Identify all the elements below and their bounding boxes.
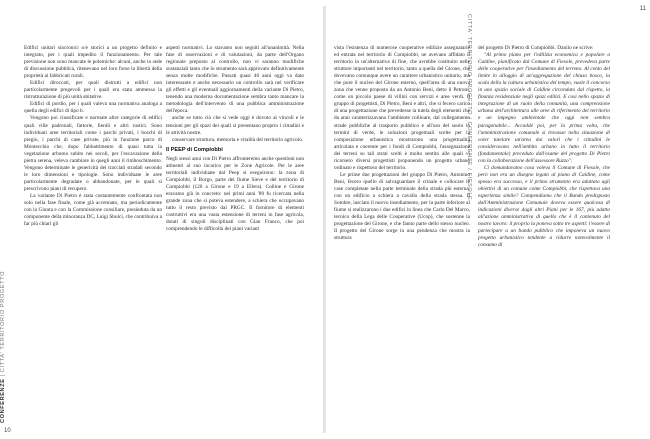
left-margin (0, 0, 14, 439)
section-heading: Il PEEP di Compiobbi (166, 146, 223, 153)
paragraph: La variante Di Pietro è stata costantemente confrontata non solo nella fase finale, come già accennato, ma periodicamente con la Giunta e con la Commissione consiliare, presieduta da un componente della minoranza DC, Luigi Sbolci, che contribuiva a far più chiari gli (24, 192, 162, 228)
running-head-bold: CONFERENZE (0, 378, 6, 423)
right-page-number: 11 (639, 6, 646, 12)
paragraph: Ci domandavamo cosa voleva il Comune di Fiesole, che però non era un disegno legato al piano di Caldine, come spesso era successo, e il primo strumento era adattato agli obiettivi di un comune come Compiobbi, che rispettava una esperienza simile? Compendiamo che il Bando predisposto dall'Amministrazione Comunale doveva essere qualcosa di indicazioni diverse dagli altri Piani per le 167, più adatto all'azione amministrativa di quello che è il contenuto del nostro lavoro: il proprio la poneva sotto tre aspetti: l'essere di partecipare a un bando pubblico che imponeva un nuovo progetto urbanistico tendente a ridurre notevolmente il consumo di (478, 164, 610, 249)
quote-paragraph: "Al primo piano per l'edilizia economica e popolare a Caldine, pianificato dal Comune di Fiesole, prevedeva parte delle cooperative per l'insediamento del terreno. Al cento del limite in alloggio di un'aggregazione del chiuso bosco, la scala della la cultura urbanistica del tempo, vuole il concorso in uno spazio sociale di Caldine circondato dal rispetto, la finanza residenziale negli spazi edilizi. E così nello spazio di integrazione di un ruolo della comunità, una comprensione urbana dell'architettura alle aree di riferimento del territorio e un impegno ambientale che oggi non sembra paragonabile... Accaddé poi, per la prima volta, che l'amministrazione comunale si trovasse nella situazione di voler tutelare un'area dai valori che i cittadini le consideravano nell'ambito urbano in tutto il territorio (fondamentale) preceduto dall'esame del progetto Di Pietro con la collaborazione dell'assessore Ruzzo". (478, 52, 610, 164)
text-column-1 (24, 45, 162, 228)
text-column-2 (166, 45, 304, 233)
right-running-head: CITTA' TERRITORIO PROGETTO / CONFERENZE / FIESOLE (465, 14, 472, 201)
paragraph: aspetti normativi. Lo stavamo non seguiti all'unanimità. Nella fase di osservazioni e di valutazioni, da parte dell'Organo regionale preposto al controllo, non vi saranno modifiche sostanziali tanto che lo strumento sarà approvato definitivamente senza molte modifiche. Passati quasi 40 anni oggi va dato interessante e anche necessario un controllo sarà nel verificare gli effetti e gli eventuali aggiornamenti della variante Di Pietro, tenendo una moderna documentazione sembra tanto mancare la metodologia dell'intervento di una pubblica amministrazione dell'epoca. (166, 45, 304, 115)
page-gutter (323, 6, 326, 433)
paragraph: Negli stessi anni con Di Pietro affronteremo anche questioni non attinenti al suo incarico per le Zone Agricole. Per le aree territoriali individuate dal Peep si eseguirono: la zona di Compiobbi, il Borgo, parte del fiume Sieve e del territorio di Compiobbi (120 a Girone e 19 a Ellera). Colline e Girone eravamo già in concreto: nei primi anni '80 fu ricercata nella grande zona che si poteva estendere, a schiera che occupavano tutto il resto previsto dal PRGC. Il fornitore di elementi costruttivi era una vasta estensione di terreni in fase agricola, dotati di singoli disciplinati con Gian Franco, che poi comprendendo le difficoltà dei piani variant (166, 155, 304, 233)
paragraph: anche se tutto ciò che si vede oggi è dovuto ai vincoli e le tensioni per gli spazi dei quali si presentano proprio i cittadini e le attività nostre. (166, 115, 304, 136)
paragraph: del progetto Di Pietro di Compiobbi. Danilo ne scrive: (478, 45, 594, 51)
paragraph: vista l'esistenza di numerose cooperative edilizie assegnatarie ed entrata nel territorio di Compiobbi, ne avevano affidato il territorio in un'alternativa di fine, che avrebbe costituito nelle strutture importanti nel territorio, tanto a quella del Girone, che dovevano comunque avere un carattere urbanistico unitario, ma che pure il nucleo del Girone esterno, quell'area di una nuova zona che venne proposta da un Antonio Beni, detto il Petroni, come un piccolo paese di villini con servizi e aree verdi. Il gruppo di progettisti, Di Pietro, Beni e altri, che si fecero carico di una progettazione che prevedesse la tutela degli elementi che da anni caratterizzavano l'ambiente collinare, dal collegamento strade pubbliche al trasporto pubblico e all'uso del suolo in termini di verde, le soluzioni progettuali scelte per la composizione urbanistica mostrarono una progettualità articolata e coerente per i fondi di Compiobbi, l'assegnazione dei terreni su tali strati scelti è molto sentito alle quali vi ricorsero diversi progettisti proponendo un progetto urbano ordinato e rispettoso del territorio. (334, 45, 470, 171)
left-page-number: 10 (4, 428, 11, 434)
paragraph: Edifici unitari sincronici o/e storici a un progetto definito e integrato, per i quali impedito il funzionamento. Per tale previsione non sono mancate le polemiche: alcuni, anche in sede di discussione pubblica, ritenevano nel loro forse la libertà della proprietà ai fabbricati rurali. (24, 45, 162, 80)
paragraph: Edifici di pordio, per i quali valeva una normativa analoga a quella degli edifici di tipo b. (24, 101, 162, 115)
text-column-3 (334, 45, 470, 242)
paragraph: Edifici diroccati, per quali distrutti a edifici non particolarmente pregevoli per i quali era stata ammessa la ristrutturazione di più unità abitative. (24, 80, 162, 101)
paragraph: Vengono poi classificate e normate altre categorie di edifici quali ville padronali, fattorie, fienili e altri rustici. Sono individuati aree territoriali come i parchi privati, i boschi di pregio, i parchi di case private, più in funzione parco di Montecchio che, dopo l'abbattimento di quasi tutta la vegetazione arborea subito nei secoli, per l'escavazione della pietra serena, veleva cambiare in quegli anni il rimboschimento. Vengono determinate le genericità dei tracciati stradali secondo le loro dimensioni e tipologie. Sono individuate le aree particolarmente degradate o abbandonate, per le quali si prescrivono piani di recupero. (24, 115, 162, 192)
text-column-4 (478, 45, 610, 249)
running-head-text: CITTA' TERRITORIO PROGETTO (0, 270, 6, 373)
paragraph: Le prime due progettazioni del gruppo Di Pietro, Antonino Beni, fecero quello di salvaguardare il crinale e collocare le case completate nella parte terminale della strada più esterna, con un edificio a schiera a cavallo della strada stessa. Il Sombre, lasciato il nuovo insediamento, per la parte inferiore al fiume si realizzarono i due edifici in linea che Carlo Del Marco, tecnico della Lega delle Cooperative (Ucop), che sostenne la progettazione del Girone, e che fanno parte dello stesso nucleo. Il progetto del Girone sorge in una pendenza che mostra la struttura (334, 171, 470, 242)
left-running-head: CONFERENZE | CITTA' TERRITORIO PROGETTO (0, 270, 6, 423)
paragraph: conservare struttura, memoria e vitalità del territorio agricolo. (172, 136, 304, 143)
